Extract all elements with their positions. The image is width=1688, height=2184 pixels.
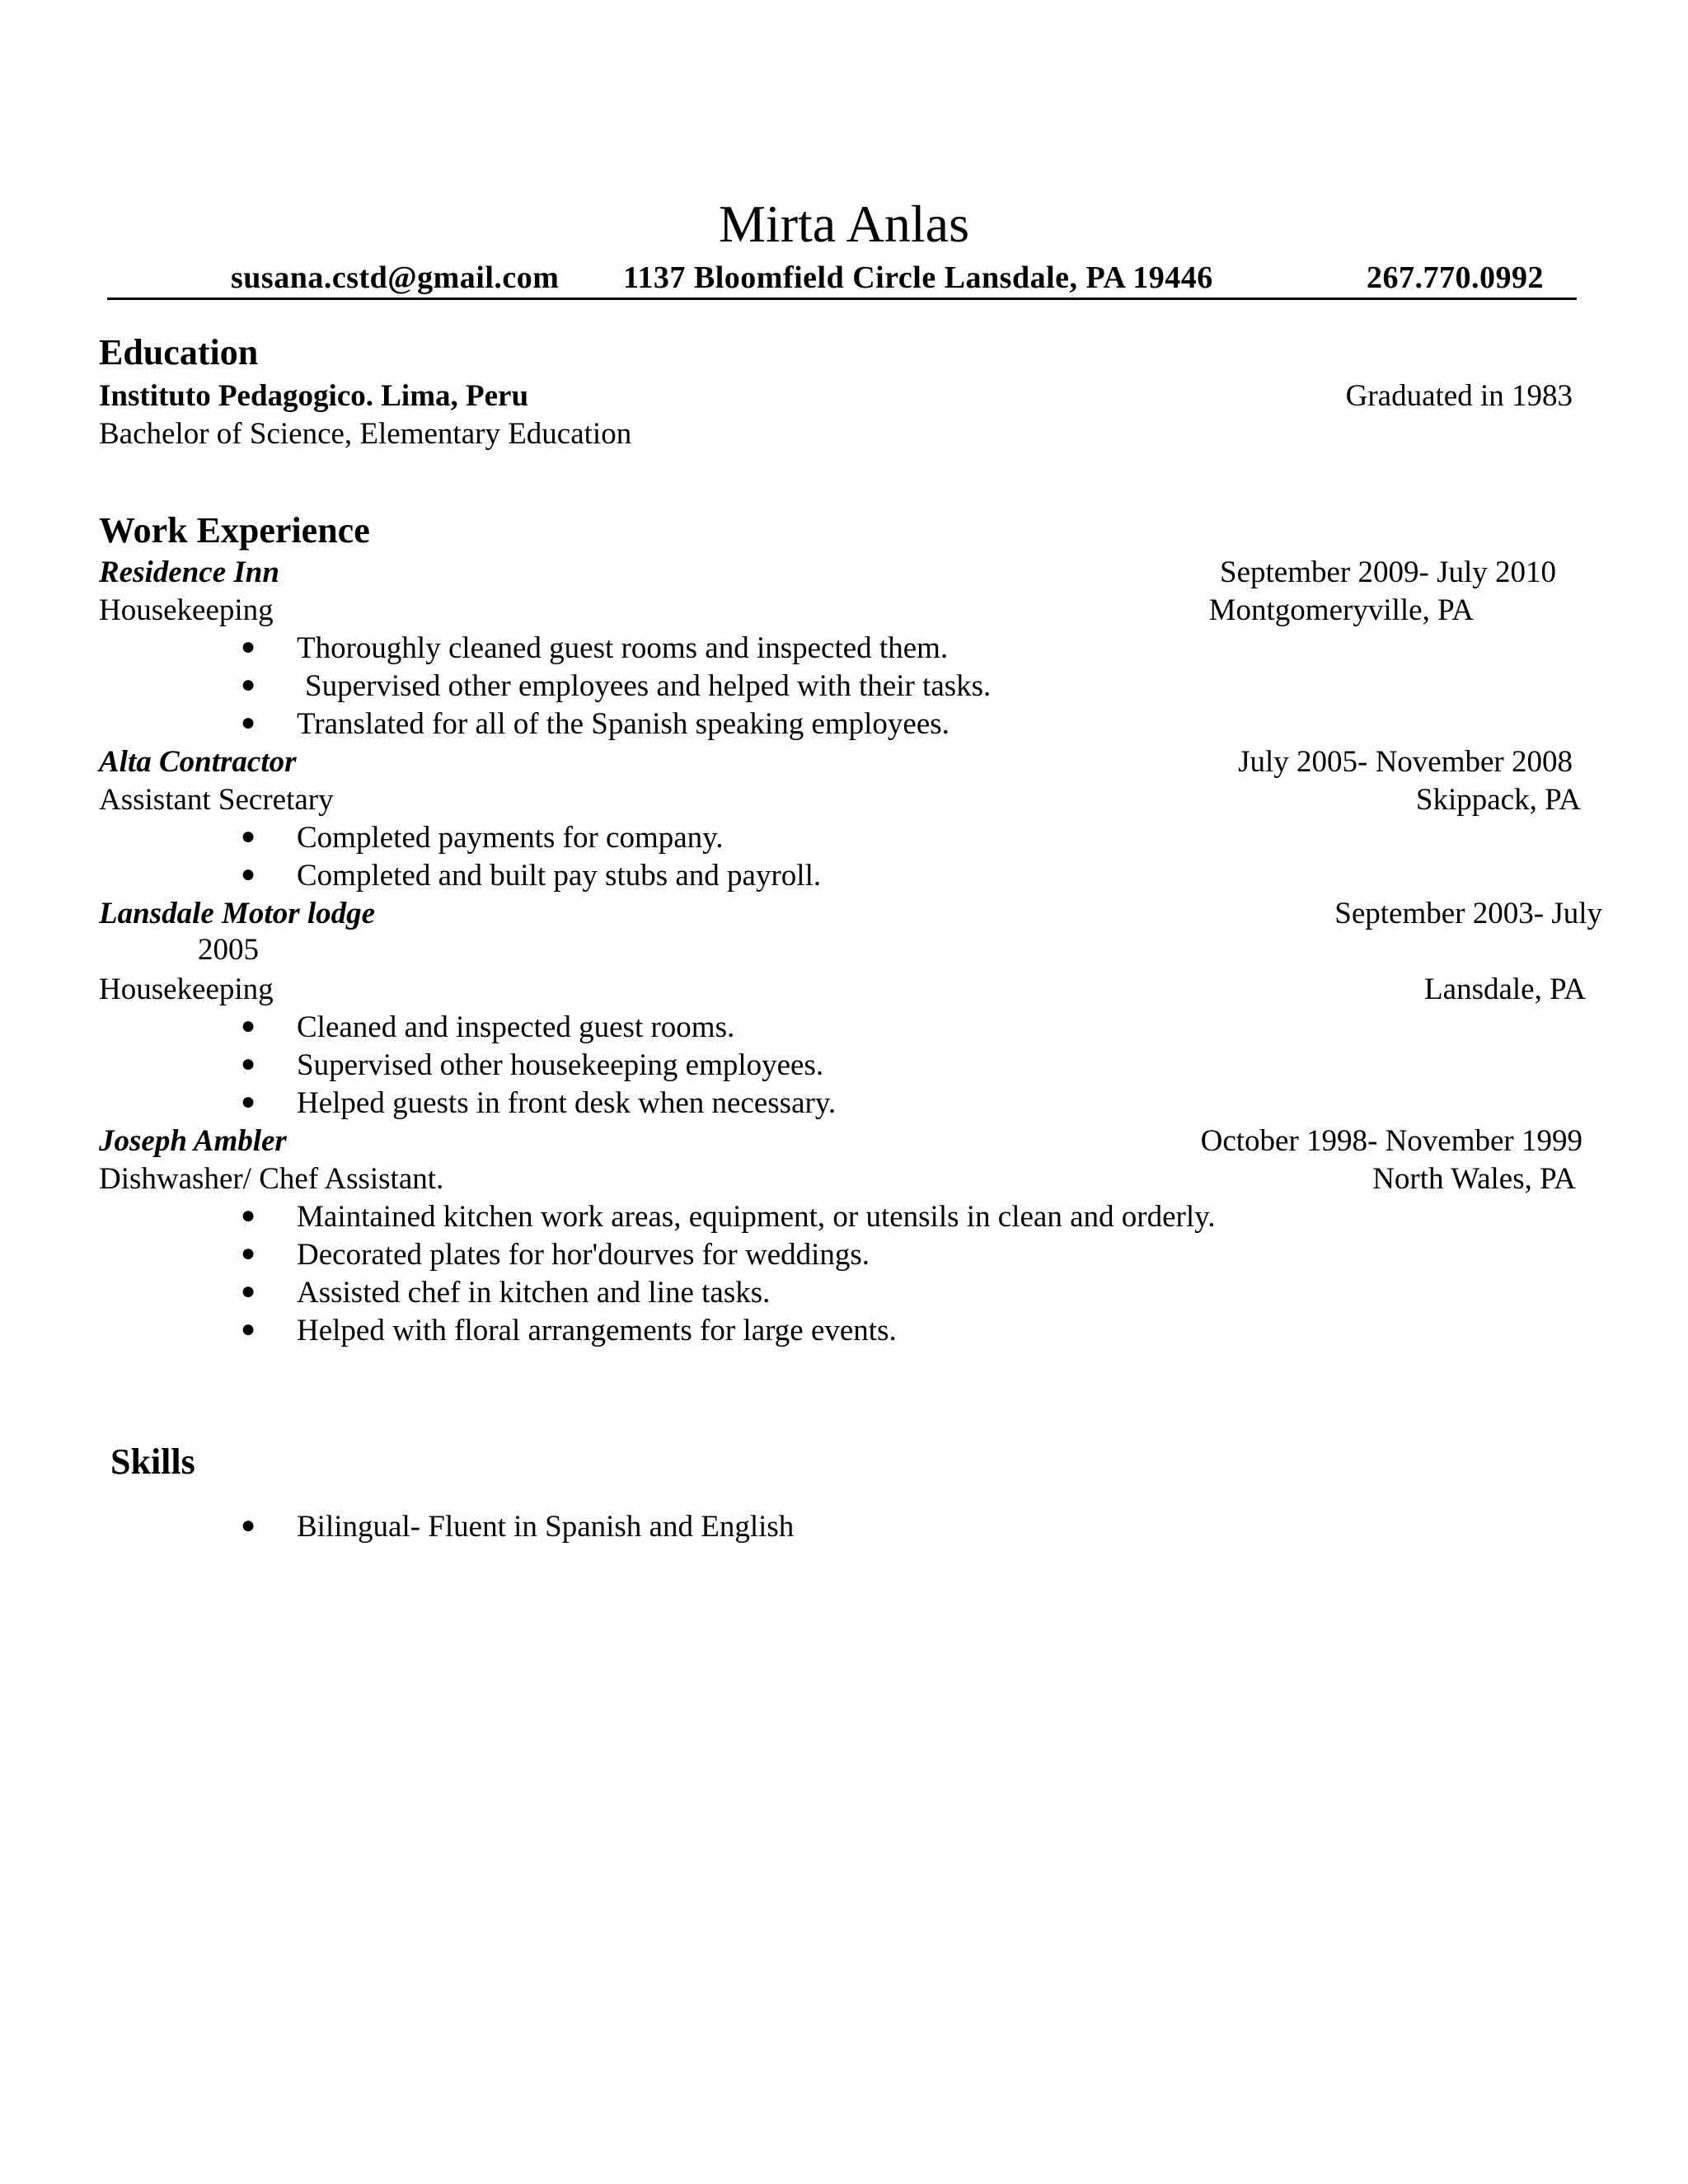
job-duty: Helped guests in front desk when necessary.	[297, 1086, 837, 1120]
bullet-icon: ●	[241, 1277, 256, 1305]
job-dates: September 2003- July	[1334, 897, 1602, 930]
job-duty: Maintained kitchen work areas, equipment, or utensils in clean and orderly.	[297, 1200, 1216, 1234]
education-graduated: Graduated in 1983	[1345, 379, 1573, 413]
job-duty: Assisted chef in kitchen and line tasks.	[297, 1276, 771, 1310]
bullet-icon: ●	[241, 671, 256, 698]
job-location: North Wales, PA	[1372, 1162, 1576, 1196]
skill-item: Bilingual- Fluent in Spanish and English	[297, 1510, 795, 1544]
job-duty: Supervised other employees and helped with their tasks.	[305, 669, 992, 703]
job-employer: Lansdale Motor lodge	[99, 897, 376, 930]
job-title: Dishwasher/ Chef Assistant.	[99, 1162, 444, 1196]
job-duty: Completed payments for company.	[297, 821, 724, 855]
bullet-icon: ●	[241, 1012, 256, 1039]
job-dates: September 2009- July 2010	[1220, 555, 1556, 589]
job-duty: Thoroughly cleaned guest rooms and inspected them.	[297, 631, 949, 665]
job-duty: Cleaned and inspected guest rooms.	[297, 1010, 735, 1044]
job-location: Lansdale, PA	[1424, 972, 1586, 1006]
job-dates-continued: 2005	[198, 933, 259, 967]
header-divider	[107, 298, 1577, 300]
job-employer: Joseph Ambler	[99, 1124, 287, 1158]
job-duty: Supervised other housekeeping employees.	[297, 1048, 824, 1082]
education-school: Instituto Pedagogico. Lima, Peru	[99, 379, 529, 413]
contact-phone: 267.770.0992	[1367, 260, 1544, 295]
bullet-icon: ●	[241, 823, 256, 850]
job-dates: July 2005- November 2008	[1238, 745, 1573, 779]
job-title: Housekeeping	[99, 972, 274, 1006]
contact-address: 1137 Bloomfield Circle Lansdale, PA 19446	[623, 260, 1213, 295]
bullet-icon: ●	[241, 1315, 256, 1343]
bullet-icon: ●	[241, 1202, 256, 1229]
work-experience-heading: Work Experience	[99, 510, 370, 551]
candidate-name: Mirta Anlas	[719, 194, 969, 253]
job-duty: Completed and built pay stubs and payroll.	[297, 859, 822, 893]
job-duty: Helped with floral arrangements for large events.	[297, 1314, 897, 1347]
job-location: Montgomeryville, PA	[1208, 593, 1474, 627]
bullet-icon: ●	[241, 709, 256, 736]
job-duty: Translated for all of the Spanish speaking employees.	[297, 707, 950, 741]
job-duty: Decorated plates for hor'dourves for weddings.	[297, 1238, 870, 1272]
education-heading: Education	[99, 332, 259, 373]
skills-heading: Skills	[110, 1441, 195, 1482]
job-employer: Residence Inn	[99, 555, 279, 589]
bullet-icon: ●	[241, 860, 256, 888]
bullet-icon: ●	[241, 1511, 256, 1539]
education-degree: Bachelor of Science, Elementary Education	[99, 417, 632, 451]
bullet-icon: ●	[241, 1240, 256, 1267]
bullet-icon: ●	[241, 1050, 256, 1077]
job-location: Skippack, PA	[1415, 783, 1581, 817]
bullet-icon: ●	[241, 633, 256, 660]
job-employer: Alta Contractor	[99, 745, 297, 779]
bullet-icon: ●	[241, 1088, 256, 1115]
contact-email: susana.cstd@gmail.com	[231, 260, 560, 295]
job-dates: October 1998- November 1999	[1200, 1124, 1582, 1158]
job-title: Housekeeping	[99, 593, 274, 627]
job-title: Assistant Secretary	[99, 783, 334, 817]
